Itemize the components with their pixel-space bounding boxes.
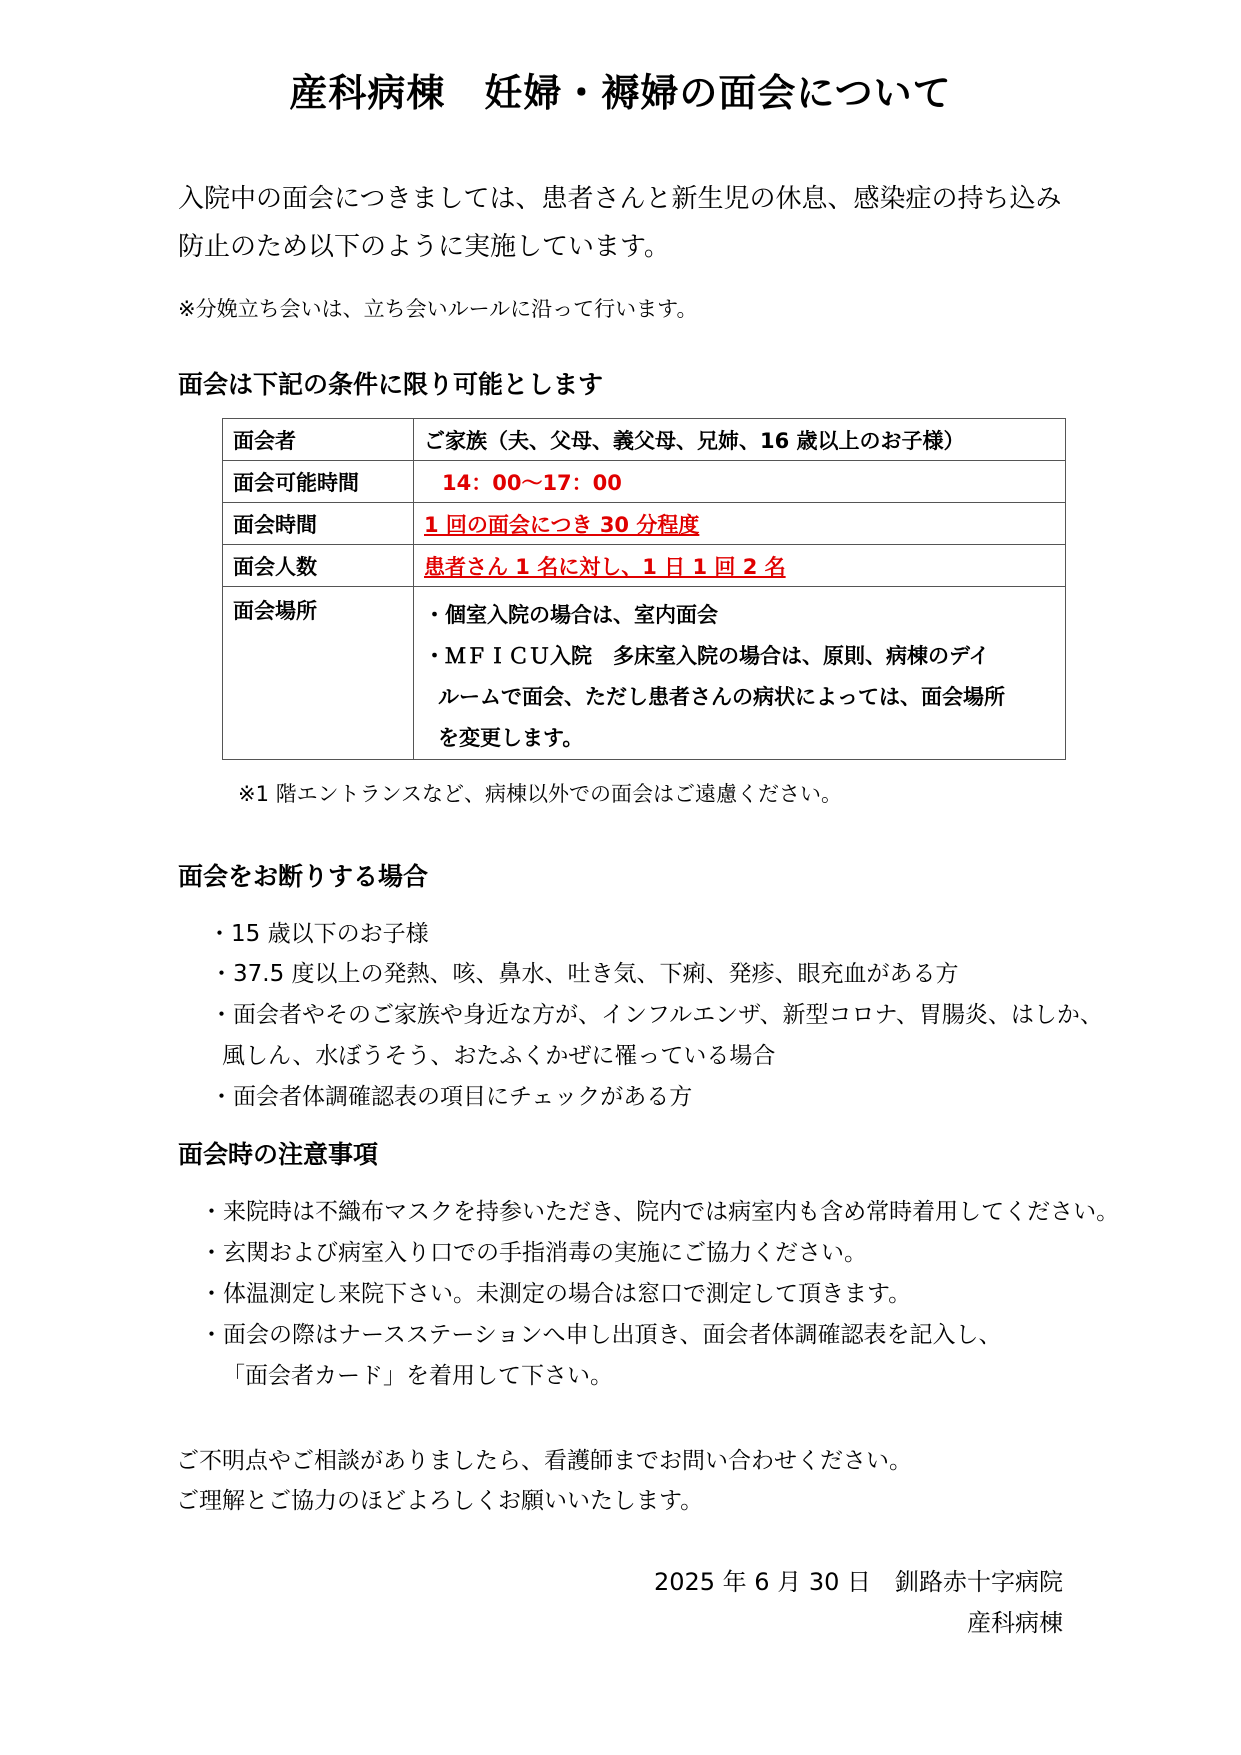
place-line-2: ・ＭＦＩＣＵ入院 多床室入院の場合は、原則、病棟のデイ xyxy=(424,644,990,668)
signature-date-org: 2025 年 6 月 30 日 釧路赤十字病院 xyxy=(653,1568,1063,1596)
row-key-available-hours: 面会可能時間 xyxy=(223,461,414,503)
table-row xyxy=(223,419,1066,461)
visit-conditions-table xyxy=(222,418,1066,760)
precaution-item-2: ・玄関および病室入り口での手指消毒の実施にご協力ください。 xyxy=(200,1240,867,1266)
refusal-item-3: ・面会者やそのご家族や身近な方が、インフルエンザ、新型コロナ、胃腸炎、はしか、 xyxy=(210,1002,1103,1028)
place-line-1: ・個室入院の場合は、室内面会 xyxy=(424,603,718,627)
row-key-place: 面会場所 xyxy=(223,587,414,760)
row-value-duration: 1 回の面会につき 30 分程度 xyxy=(424,512,700,537)
row-value-available-hours: 14：00～17：00 xyxy=(414,461,1066,503)
table-row xyxy=(223,461,1066,503)
table-row xyxy=(223,587,1066,760)
row-value-number: 患者さん 1 名に対し、1 日 1 回 2 名 xyxy=(424,554,786,579)
row-value-duration-cell xyxy=(414,503,1066,545)
row-key-duration: 面会時間 xyxy=(223,503,414,545)
place-line-3: ルームで面会、ただし患者さんの病状によっては、面会場所 xyxy=(438,685,1005,709)
page-title: 産科病棟 妊婦・褥婦の面会について xyxy=(289,71,952,115)
row-key-visitors: 面会者 xyxy=(223,419,414,461)
conditions-note: ※1 階エントランスなど、病棟以外での面会はご遠慮ください。 xyxy=(238,782,842,806)
precaution-item-4-cont: 「面会者カード」を着用して下さい。 xyxy=(222,1363,613,1389)
refusal-heading: 面会をお断りする場合 xyxy=(178,862,429,891)
conditions-heading: 面会は下記の条件に限り可能とします xyxy=(178,370,604,399)
table-row xyxy=(223,503,1066,545)
refusal-item-2: ・37.5 度以上の発熱、咳、鼻水、吐き気、下痢、発疹、眼充血がある方 xyxy=(210,961,959,987)
intro-line-1: 入院中の面会につきましては、患者さんと新生児の休息、感染症の持ち込み xyxy=(178,184,1062,214)
precaution-item-4: ・面会の際はナースステーションへ申し出頂き、面会者体調確認表を記入し、 xyxy=(200,1322,1002,1348)
closing-line-1: ご不明点やご相談がありましたら、看護師までお問い合わせください。 xyxy=(176,1448,912,1474)
precautions-heading: 面会時の注意事項 xyxy=(178,1140,379,1169)
precaution-item-3: ・体温測定し来院下さい。未測定の場合は窓口で測定して頂きます。 xyxy=(200,1281,912,1307)
precaution-item-1: ・来院時は不織布マスクを持参いただき、院内では病室内も含め常時着用してください。 xyxy=(200,1199,1120,1225)
delivery-note: ※分娩立ち会いは、立ち会いルールに沿って行います。 xyxy=(178,297,698,321)
refusal-item-4: ・面会者体調確認表の項目にチェックがある方 xyxy=(210,1084,693,1110)
row-value-visitors: ご家族（夫、父母、義父母、兄姉、16 歳以上のお子様） xyxy=(414,419,1066,461)
place-line-4: を変更します。 xyxy=(438,726,584,750)
signature-dept: 産科病棟 xyxy=(967,1609,1063,1637)
row-value-number-cell xyxy=(414,545,1066,587)
refusal-item-3-cont: 風しん、水ぼうそう、おたふくかぜに罹っている場合 xyxy=(222,1043,776,1069)
row-key-number: 面会人数 xyxy=(223,545,414,587)
closing-line-2: ご理解とご協力のほどよろしくお願いいたします。 xyxy=(176,1488,704,1514)
table-row xyxy=(223,545,1066,587)
row-value-place xyxy=(414,587,1066,760)
intro-line-2: 防止のため以下のように実施しています。 xyxy=(178,232,670,262)
refusal-item-1: ・15 歳以下のお子様 xyxy=(208,921,429,947)
